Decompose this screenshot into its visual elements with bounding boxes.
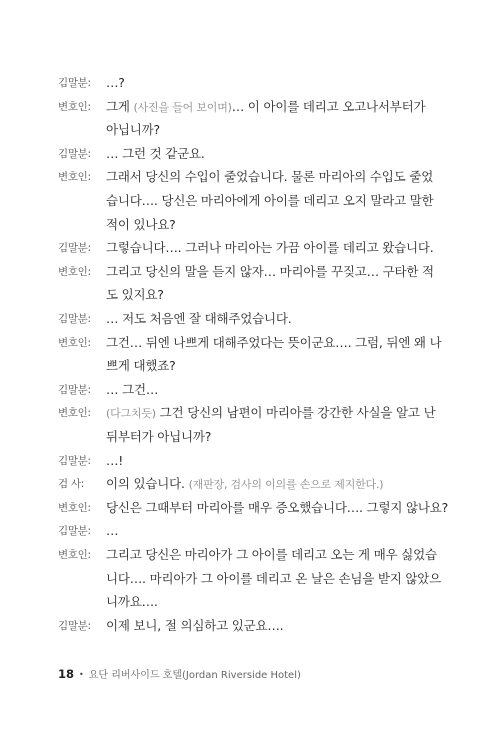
dialogue-text: [106, 497, 448, 519]
dialogue-line: [0, 96, 500, 118]
speaker-label: 변호인:: [58, 100, 91, 113]
speech-text: 그건 당신의 남편이 마리아를 강간한 사실을 알고 난: [155, 405, 436, 421]
dialogue-line: [0, 308, 500, 330]
speech-text: 그래서 당신의 수입이 줄었습니다. 물론 마리아의 수입도 줄었: [106, 169, 434, 185]
dialogue-line: [0, 261, 500, 283]
dialogue-line: [0, 402, 500, 424]
dialogue-text: [106, 96, 425, 119]
dialogue-line: [0, 568, 500, 590]
footer-separator: •: [79, 670, 84, 679]
speech-text: 그렇습니다…. 그러나 마리아는 가끔 아이를 데리고 왔습니다.: [106, 240, 434, 256]
dialogue-line: [0, 190, 500, 212]
stage-direction: (다그치듯): [106, 407, 156, 421]
speaker-label: 김말분:: [58, 525, 91, 538]
dialogue-text: [106, 615, 283, 637]
dialogue-line: [0, 497, 500, 519]
speaker-label: 검 사:: [58, 478, 84, 491]
dialogue-text: [106, 591, 158, 613]
speech-text: … 그건…: [106, 381, 159, 397]
speech-text: 니까요….: [106, 594, 158, 610]
dialogue-line: [0, 544, 500, 566]
dialogue-text: [106, 119, 160, 141]
speech-text: 그게: [106, 98, 134, 114]
dialogue-text: [106, 166, 433, 188]
speaker-label: 김말분:: [58, 454, 91, 467]
dialogue-text: [106, 402, 435, 425]
dialogue-text: [106, 72, 125, 94]
dialogue-text: [106, 143, 205, 165]
dialogue-line: [0, 355, 500, 377]
speech-text: …: [106, 523, 119, 539]
page-number: 18: [58, 667, 75, 681]
dialogue-text: [106, 426, 211, 448]
speech-text: 뒤부터가 아닙니까?: [106, 429, 212, 444]
speech-text: 그리고 당신의 말을 듣지 않자… 마리아를 꾸짖고… 구타한 적: [106, 263, 434, 279]
speech-text: … 저도 처음엔 잘 대해주었습니다.: [106, 311, 292, 326]
dialogue-line: [0, 450, 500, 472]
speech-text: 당신은 그때부터 마리아를 매우 증오했습니다…. 그렇지 않나요?: [106, 499, 449, 515]
dialogue-text: [106, 568, 441, 590]
speech-text: 도 있지요?: [106, 287, 164, 303]
speaker-label: 변호인:: [58, 336, 91, 349]
speech-text: … 그런 것 같군요.: [106, 145, 205, 161]
dialogue-text: [106, 190, 434, 212]
speaker-label: 김말분:: [58, 383, 91, 396]
dialogue-text: [106, 214, 176, 236]
dialogue-line: [0, 332, 500, 354]
stage-direction: (사진을 들어 보이며): [133, 100, 232, 114]
dialogue-line: [0, 143, 500, 165]
dialogue-line: [0, 237, 500, 259]
dialogue-text: [106, 379, 158, 401]
stage-direction: (재판장, 검사의 이의를 손으로 제지한다.): [188, 478, 384, 492]
dialogue-line: [0, 166, 500, 188]
speech-text: 이의 있습니다.: [106, 476, 189, 492]
speech-text: …?: [106, 75, 125, 90]
dialogue-text: [106, 355, 176, 377]
dialogue-line: [0, 119, 500, 141]
speaker-label: 김말분:: [58, 619, 91, 632]
dialogue-text: [106, 450, 123, 472]
speaker-label: 김말분:: [58, 77, 91, 89]
book-title: 요단 리버사이드 호텔(Jordan Riverside Hotel): [88, 670, 301, 681]
speech-text: 쁘게 대했죠?: [106, 358, 176, 374]
dialogue-line: [0, 426, 500, 448]
dialogue-text: [106, 544, 437, 566]
dialogue-line: [0, 214, 500, 236]
dialogue-text: [106, 332, 441, 354]
dialogue-text: [106, 284, 164, 306]
speech-text: …!: [106, 452, 124, 468]
dialogue-line: [0, 284, 500, 306]
dialogue-line: [0, 591, 500, 613]
speech-text: 니다…. 마리아가 그 아이를 데리고 온 날은 손님을 받지 않았으: [106, 570, 442, 586]
speaker-label: 변호인:: [58, 549, 91, 561]
dialogue-text: [106, 308, 292, 330]
speaker-label: 변호인:: [58, 171, 91, 184]
speaker-label: 변호인:: [58, 265, 91, 278]
speaker-label: 김말분:: [58, 147, 91, 160]
speaker-label: 변호인:: [58, 501, 91, 514]
speaker-label: 김말분:: [58, 313, 91, 325]
dialogue-text: [106, 520, 118, 542]
speaker-label: 김말분:: [58, 242, 91, 255]
speech-text: 그리고 당신은 마리아가 그 아이를 데리고 오는 게 매우 싫었습: [106, 547, 437, 562]
dialogue-text: [106, 473, 383, 496]
dialogue-line: [0, 379, 500, 401]
page-footer: [58, 664, 301, 682]
speech-text: 그건… 뒤엔 나쁘게 대해주었다는 뜻이군요…. 그럼, 뒤엔 왜 나: [106, 334, 442, 350]
dialogue-text: [106, 237, 434, 259]
speech-text: 습니다…. 당신은 마리아에게 아이를 데리고 오지 말라고 말한: [106, 193, 434, 208]
dialogue-line: [0, 520, 500, 542]
speech-text: 아닙니까?: [106, 122, 160, 138]
speaker-label: 변호인:: [58, 407, 91, 420]
dialogue-line: [0, 72, 500, 94]
dialogue-line: [0, 615, 500, 637]
speech-text: … 이 아이를 데리고 오고나서부터가: [231, 98, 426, 114]
dialogue-text: [106, 261, 434, 283]
speech-text: 이제 보니, 절 의심하고 있군요….: [106, 617, 284, 633]
speech-text: 적이 있나요?: [106, 216, 176, 232]
dialogue-line: [0, 473, 500, 495]
